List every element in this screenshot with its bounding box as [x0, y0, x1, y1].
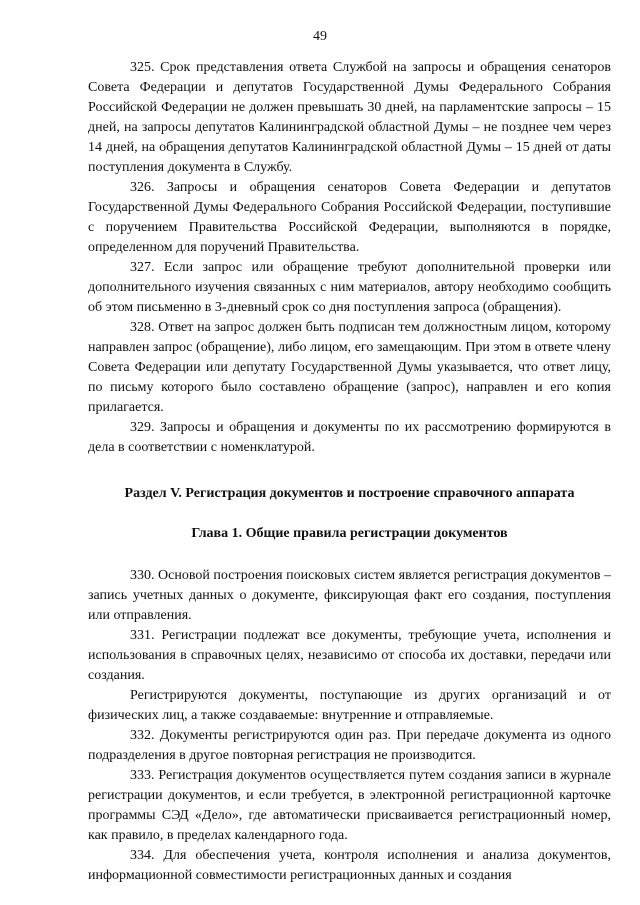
chapter-title: Глава 1. Общие правила регистрации документов: [191, 526, 508, 541]
paragraph-331-continued: Регистрируются документы, поступающие из других организаций и от физических лиц, а также создаваемые: внутренние и отправляемые.: [88, 688, 611, 723]
page-number: 49: [313, 29, 327, 44]
paragraph-327: 327. Если запрос или обращение требуют дополнительной проверки или дополнительного изучения связанных с ним материалов, автору необходимо сообщить об этом письменно в 3-дневный срок со дня поступления запроса (обращения).: [88, 260, 611, 315]
paragraph-332: 332. Документы регистрируются один раз. При передаче документа из одного подразделения в другое повторная регистрация не производится.: [88, 728, 611, 763]
paragraph-329: 329. Запросы и обращения и документы по их рассмотрению формируются в дела в соответствии с номенклатурой.: [88, 420, 611, 455]
document-body: [88, 58, 611, 886]
paragraph-325: 325. Срок представления ответа Службой на запросы и обращения сенаторов Совета Федерации и депутатов Государственной Думы Федерального Собрания Российской Федерации не должен превышать 30 дней, на парламентские запросы – 15 дней, на запросы депутатов Калининградской областной Думы – не позднее чем через 14 дней, на обращения депутатов Калининградской областной Думы – 15 дней от даты поступления документа в Службу.: [88, 60, 611, 175]
paragraph-331: 331. Регистрации подлежат все документы, требующие учета, исполнения и использования в справочных целях, независимо от способа их доставки, передачи или создания.: [88, 628, 611, 683]
paragraph-330: 330. Основой построения поисковых систем является регистрация документов – запись учетных данных о документе, фиксирующая факт его создания, поступления или отправления.: [88, 568, 611, 623]
paragraph-326: 326. Запросы и обращения сенаторов Совета Федерации и депутатов Государственной Думы Федерального Собрания Российской Федерации, поступившие с поручением Правительства Российской Федерации, выполняются в порядке, определенном для поручений Правительства.: [88, 180, 611, 255]
paragraph-333: 333. Регистрация документов осуществляется путем создания записи в журнале регистрации документов, и если требуется, в электронной регистрационной карточке программы СЭД «Дело», где автоматически присваивается регистрационный номер, как правило, в пределах календарного года.: [88, 768, 611, 843]
paragraph-328: 328. Ответ на запрос должен быть подписан тем должностным лицом, которому направлен запрос (обращение), либо лицом, его замещающим. При этом в ответе члену Совета Федерации или депутату Государственной Думы указывается, что ответ лицу, по письму которого было составлено обращение (запрос), направлен и его копия прилагается.: [88, 320, 611, 415]
section-title: Раздел V. Регистрация документов и построение справочного аппарата: [124, 486, 575, 501]
paragraph-334: 334. Для обеспечения учета, контроля исполнения и анализа документов, информационной совместимости регистрационных данных и создания: [88, 848, 611, 883]
